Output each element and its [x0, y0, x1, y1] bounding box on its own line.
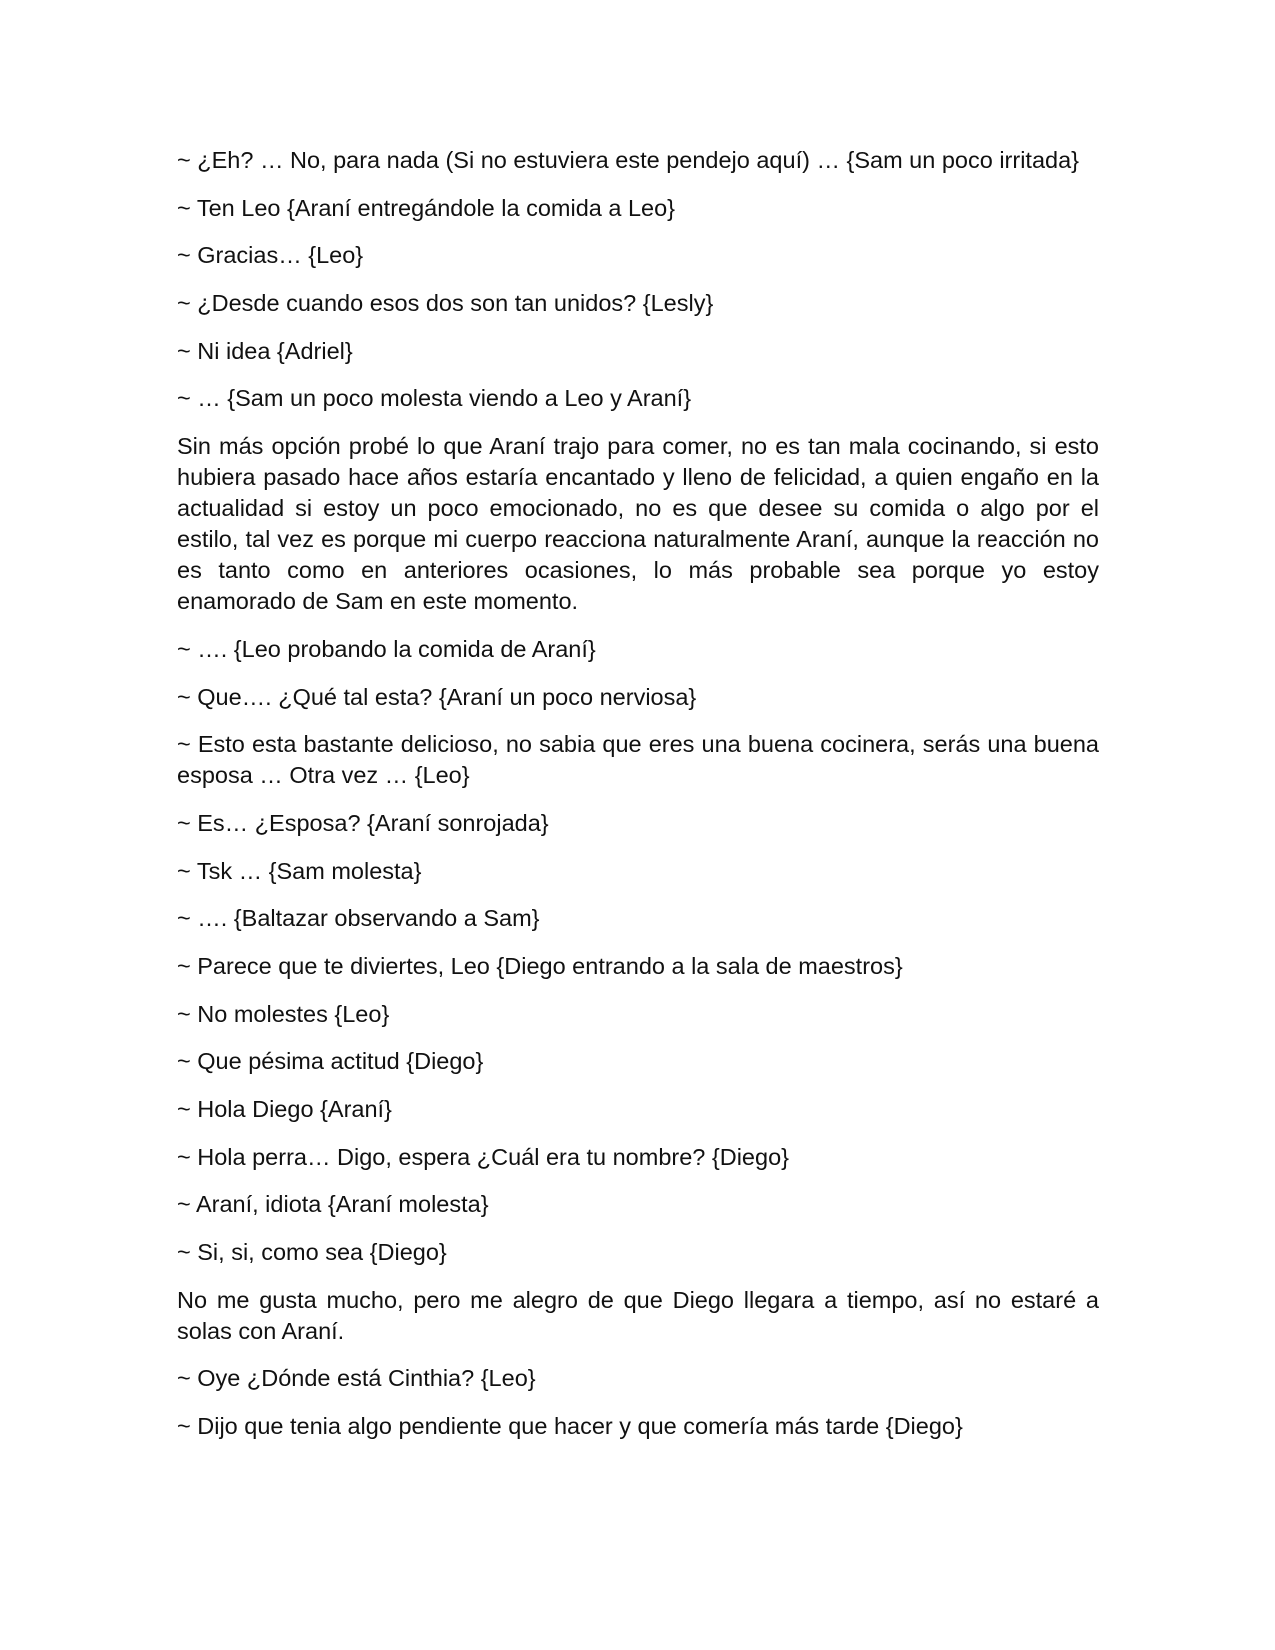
dialogue-line: ~ Es… ¿Esposa? {Araní sonrojada} — [177, 809, 549, 836]
dialogue-line: ~ No molestes {Leo} — [177, 1000, 390, 1027]
dialogue-line: ~ …. {Baltazar observando a Sam} — [177, 905, 540, 932]
dialogue-line: ~ Oye ¿Dónde está Cinthia? {Leo} — [177, 1365, 536, 1392]
dialogue-line: ~ Parece que te diviertes, Leo {Diego entrando a la sala de maestros} — [177, 952, 903, 979]
dialogue-line: ~ Ten Leo {Araní entregándole la comida a Leo} — [177, 194, 676, 221]
dialogue-line: ~ ¿Eh? … No, para nada (Si no estuviera este pendejo aquí) … {Sam un poco irritada} — [177, 147, 1080, 173]
dialogue-line: ~ …. {Leo probando la comida de Araní} — [177, 635, 596, 662]
narrative-paragraph: Sin más opción probé lo que Araní trajo para comer, no es tan mala cocinando, si esto hubiera pasado hace años estaría encantado y lleno de felicidad, a quien engaño en la actualidad si estoy un poco emocionado, no es que desee su comida o algo por el estilo, tal vez es porque mi cuerpo reacciona naturalmente Araní, aunque la reacción no es tanto como en anteriores ocasiones, lo más probable sea porque yo estoy enamorado de Sam en este momento. — [177, 433, 1099, 615]
dialogue-line: ~ Ni idea {Adriel} — [177, 337, 353, 364]
dialogue-line: ~ Araní, idiota {Araní molesta} — [177, 1191, 489, 1218]
dialogue-line: ~ Que…. ¿Qué tal esta? {Araní un poco nerviosa} — [177, 683, 697, 710]
dialogue-line: ~ Tsk … {Sam molesta} — [177, 857, 422, 884]
document-body — [177, 145, 1099, 1442]
dialogue-line: ~ Si, si, como sea {Diego} — [177, 1239, 447, 1266]
dialogue-line: ~ Esto esta bastante delicioso, no sabia que eres una buena cocinera, serás una buena esposa … Otra vez … {Leo} — [177, 731, 1099, 789]
dialogue-line: ~ Gracias… {Leo} — [177, 242, 364, 269]
dialogue-line: ~ Hola Diego {Araní} — [177, 1096, 392, 1122]
dialogue-line: ~ Dijo que tenia algo pendiente que hacer y que comería más tarde {Diego} — [177, 1413, 963, 1440]
dialogue-line: ~ Hola perra… Digo, espera ¿Cuál era tu nombre? {Diego} — [177, 1143, 789, 1170]
dialogue-line: ~ ¿Desde cuando esos dos son tan unidos? {Lesly} — [177, 290, 714, 317]
dialogue-line: ~ Que pésima actitud {Diego} — [177, 1048, 484, 1075]
dialogue-line: ~ … {Sam un poco molesta viendo a Leo y Araní} — [177, 385, 692, 412]
narrative-paragraph: No me gusta mucho, pero me alegro de que Diego llegara a tiempo, así no estaré a solas con Araní. — [177, 1286, 1099, 1344]
